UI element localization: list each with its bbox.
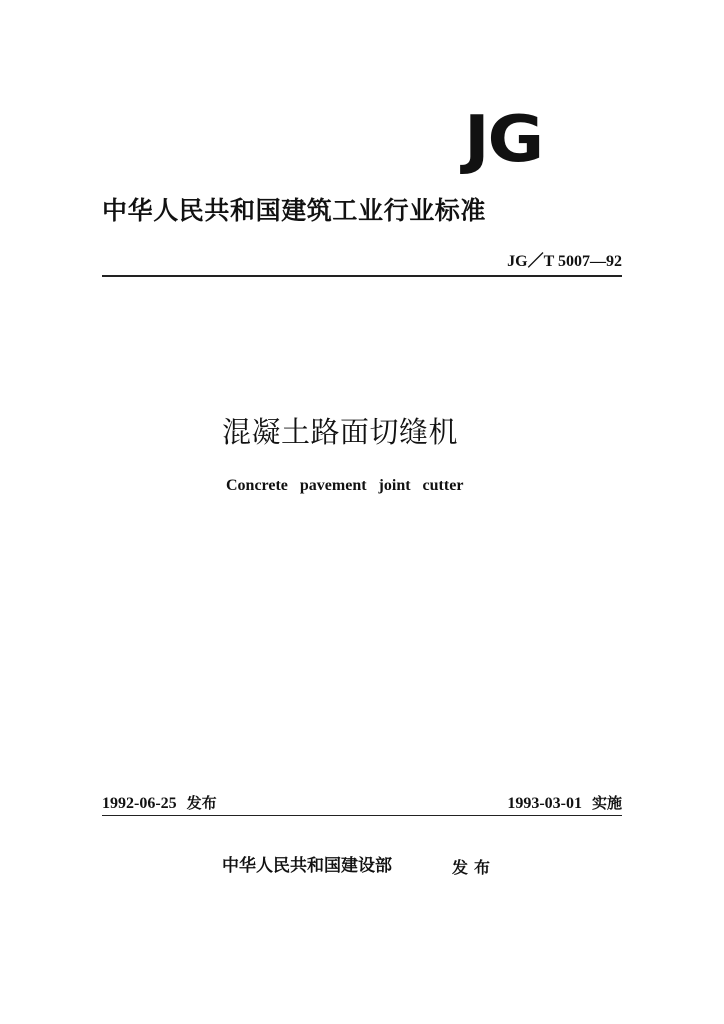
issue-label: 发布: [186, 794, 217, 812]
publisher-action: 发布: [452, 858, 497, 877]
issue-date-block: [102, 796, 217, 812]
publisher: 中华人民共和国建设部: [222, 856, 392, 876]
series-title: 中华人民共和国建筑工业行业标准: [102, 196, 487, 225]
top-divider: [102, 275, 622, 277]
jg-logo: JG: [464, 103, 543, 177]
document-title-english: Concrete pavement joint cutter: [226, 477, 464, 494]
implementation-label: 实施: [591, 794, 622, 812]
implementation-date-block: [507, 796, 622, 812]
bottom-divider: [102, 815, 622, 816]
document-title-chinese: 混凝土路面切缝机: [222, 415, 459, 449]
implementation-date: 1993-03-01: [507, 795, 582, 812]
issue-date: 1992-06-25: [102, 795, 177, 812]
standard-number: JG／T 5007—92: [507, 253, 622, 270]
